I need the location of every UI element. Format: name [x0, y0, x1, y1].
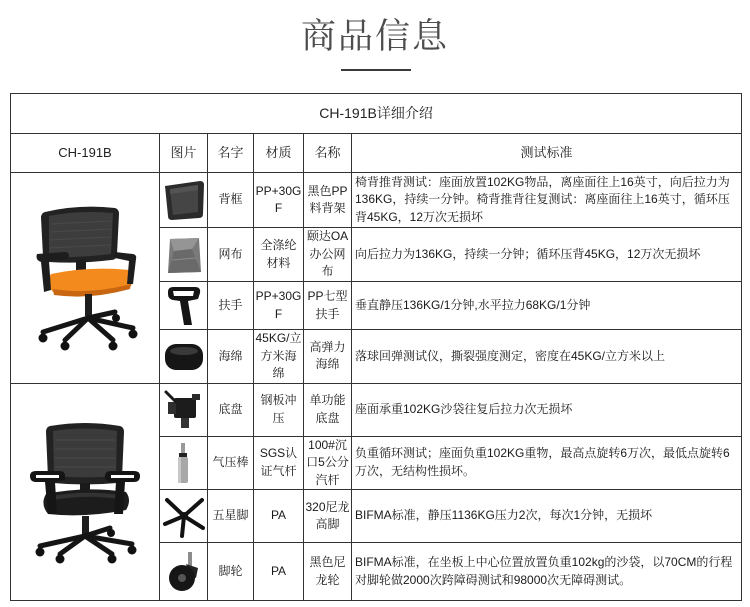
- office-chair-black-seat-image: [26, 420, 144, 564]
- part-name: 背框: [208, 173, 254, 228]
- spec-row-backrest-frame: [11, 173, 742, 228]
- table-title-row: [11, 94, 742, 134]
- header-model: CH-191B: [11, 134, 160, 173]
- part-test-standard: 椅背推背测试：座面放置102KG物品，离座面往上16英寸，向后拉力为136KG，持续一分钟。椅背推背往复测试：离座面往上16英寸，循环压背45KG，12万次无损坏: [352, 173, 742, 228]
- part-label: 100#沉口5公分汽杆: [304, 436, 352, 490]
- office-chair-orange-seat-image: [29, 204, 141, 352]
- part-material: 钢板冲压: [254, 383, 304, 436]
- part-test-standard: 垂直静压136KG/1分钟,水平拉力68KG/1分钟: [352, 282, 742, 330]
- caster-wheel-image: [162, 550, 206, 594]
- part-test-standard: BIFMA标准，在坐板上中心位置放置负重102kg的沙袋，以70CM的行程对脚轮做2000次跨障碍测试和98000次无障碍测试。: [352, 543, 742, 601]
- part-material: 全涤纶材料: [254, 228, 304, 282]
- part-material: PA: [254, 543, 304, 601]
- part-name: 扶手: [208, 282, 254, 330]
- header-material: 材质: [254, 134, 304, 173]
- header-name: 名字: [208, 134, 254, 173]
- table-header-row: [11, 134, 742, 173]
- part-image-cell: [160, 330, 208, 384]
- part-name: 脚轮: [208, 543, 254, 601]
- part-label: 颐达OA办公网布: [304, 228, 352, 282]
- part-test-standard: 向后拉力为136KG，持续一分钟；循环压背45KG，12万次无损坏: [352, 228, 742, 282]
- part-image-cell: [160, 282, 208, 330]
- part-label: 黑色PP料背架: [304, 173, 352, 228]
- part-label: 黑色尼龙轮: [304, 543, 352, 601]
- part-material: 45KG/立方米海绵: [254, 330, 304, 384]
- five-star-base-image: [162, 494, 206, 538]
- title-underline: [341, 69, 411, 71]
- header-test-standard: 测试标准: [352, 134, 742, 173]
- mesh-fabric-image: [162, 233, 206, 277]
- part-name: 海绵: [208, 330, 254, 384]
- part-image-cell: [160, 490, 208, 543]
- part-image-cell: [160, 173, 208, 228]
- part-label: PP七型扶手: [304, 282, 352, 330]
- backrest-frame-image: [162, 178, 206, 222]
- part-name: 五星脚: [208, 490, 254, 543]
- part-material: PP+30GF: [254, 173, 304, 228]
- gas-lift-image: [162, 441, 206, 485]
- part-test-standard: 落球回弹测试仪，撕裂强度测定，密度在45KG/立方米以上: [352, 330, 742, 384]
- part-test-standard: 负重循环测试；座面负重102KG重物，最高点旋转6万次，最低点旋转6万次，无结构性损坏。: [352, 436, 742, 490]
- part-label: 高弹力海绵: [304, 330, 352, 384]
- chassis-image: [162, 388, 206, 432]
- chair-image-cell: [11, 173, 160, 384]
- header-image: 图片: [160, 134, 208, 173]
- part-test-standard: 座面承重102KG沙袋往复后拉力次无损坏: [352, 383, 742, 436]
- page-title: 商品信息: [300, 17, 449, 56]
- table-title: CH-191B详细介绍: [11, 94, 742, 134]
- part-test-standard: BIFMA标准，静压1136KG压力2次，每次1分钟，无损坏: [352, 490, 742, 543]
- part-image-cell: [160, 543, 208, 601]
- part-name: 气压棒: [208, 436, 254, 490]
- spec-row-chassis: [11, 383, 742, 436]
- part-image-cell: [160, 436, 208, 490]
- part-name: 网布: [208, 228, 254, 282]
- part-name: 底盘: [208, 383, 254, 436]
- part-material: PA: [254, 490, 304, 543]
- header-part-name: 名称: [304, 134, 352, 173]
- armrest-image: [162, 284, 206, 328]
- part-material: SGS认证气杆: [254, 436, 304, 490]
- part-label: 单功能底盘: [304, 383, 352, 436]
- part-label: 320尼龙高脚: [304, 490, 352, 543]
- chair-image-cell: [11, 383, 160, 601]
- part-image-cell: [160, 228, 208, 282]
- part-image-cell: [160, 383, 208, 436]
- spec-table: [10, 93, 742, 601]
- seat-sponge-image: [162, 334, 206, 378]
- part-material: PP+30GF: [254, 282, 304, 330]
